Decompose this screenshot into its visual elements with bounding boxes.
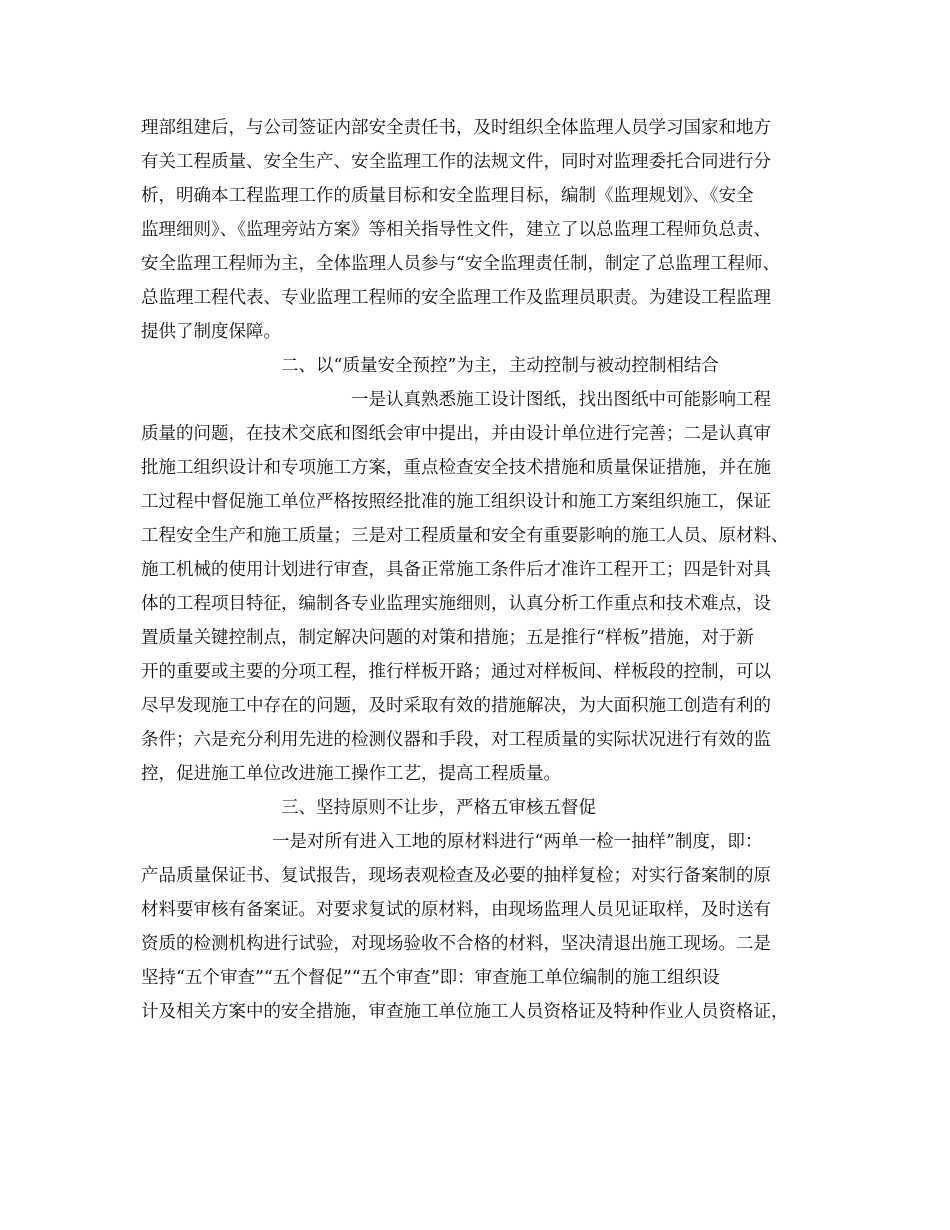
paragraph-line: 资质的检测机构进行试验，对现场验收不合格的材料，坚决清退出施工现场。二是 xyxy=(141,934,771,954)
paragraph-line: 体的工程项目特征，编制各专业监理实施细则，认真分析工作重点和技术难点，设 xyxy=(141,594,771,614)
paragraph-line: 提供了制度保障。 xyxy=(141,322,281,342)
section-heading-3: 三、坚持原则不让步，严格五审核五督促 xyxy=(281,798,596,818)
paragraph-line: 一是对所有进入工地的原材料进行“两单一检一抽样”制度，即： xyxy=(272,832,763,852)
paragraph-line: 批施工组织设计和专项施工方案，重点检查安全技术措施和质量保证措施，并在施 xyxy=(141,458,771,478)
paragraph-line: 总监理工程代表、专业监理工程师的安全监理工作及监理员职责。为建设工程监理 xyxy=(141,288,771,308)
paragraph-line: 理部组建后，与公司签证内部安全责任书，及时组织全体监理人员学习国家和地方 xyxy=(141,118,771,138)
paragraph-line: 工程安全生产和施工质量；三是对工程质量和安全有重要影响的施工人员、原材料、 xyxy=(141,526,789,546)
paragraph-line: 析，明确本工程监理工作的质量目标和安全监理目标，编制《监理规划》、《安全 xyxy=(141,186,754,206)
paragraph-line: 工过程中督促施工单位严格按照经批准的施工组织设计和施工方案组织施工，保证 xyxy=(141,492,771,512)
paragraph-line: 质量的问题，在技术交底和图纸会审中提出，并由设计单位进行完善；二是认真审 xyxy=(141,424,771,444)
paragraph-line: 条件；六是充分利用先进的检测仪器和手段，对工程质量的实际状况进行有效的监 xyxy=(141,730,771,750)
paragraph-line: 产品质量保证书、复试报告，现场表观检查及必要的抽样复检；对实行备案制的原 xyxy=(141,866,771,886)
paragraph-line: 置质量关键控制点，制定解决问题的对策和措施；五是推行“样板”措施，对于新 xyxy=(141,628,754,648)
paragraph-line: 材料要审核有备案证。对要求复试的原材料，由现场监理人员见证取样，及时送有 xyxy=(141,900,771,920)
paragraph-line: 一是认真熟悉施工设计图纸，找出图纸中可能影响工程 xyxy=(351,390,771,410)
paragraph-line: 监理细则》、《监理旁站方案》等相关指导性文件，建立了以总监理工程师负总责、 xyxy=(141,220,771,240)
paragraph-line: 有关工程质量、安全生产、安全监理工作的法规文件，同时对监理委托合同进行分 xyxy=(141,152,771,172)
paragraph-line: 尽早发现施工中存在的问题，及时采取有效的措施解决，为大面积施工创造有利的 xyxy=(141,696,771,716)
paragraph-line: 坚持“五个审查”“五个督促”“五个审查”即：审查施工单位编制的施工组织设 xyxy=(141,968,720,988)
paragraph-line: 施工机械的使用计划进行审查，具备正常施工条件后才准许工程开工；四是针对具 xyxy=(141,560,771,580)
paragraph-line: 计及相关方案中的安全措施，审查施工单位施工人员资格证及特种作业人员资格证， xyxy=(141,1002,789,1022)
section-heading-2: 二、以“质量安全预控”为主，主动控制与被动控制相结合 xyxy=(281,356,719,376)
paragraph-line: 开的重要或主要的分项工程，推行样板开路；通过对样板间、样板段的控制，可以 xyxy=(141,662,771,682)
paragraph-line: 安全监理工程师为主，全体监理人员参与“安全监理责任制，制定了总监理工程师、 xyxy=(141,254,780,274)
paragraph-line: 控，促进施工单位改进施工操作工艺，提高工程质量。 xyxy=(141,764,561,784)
